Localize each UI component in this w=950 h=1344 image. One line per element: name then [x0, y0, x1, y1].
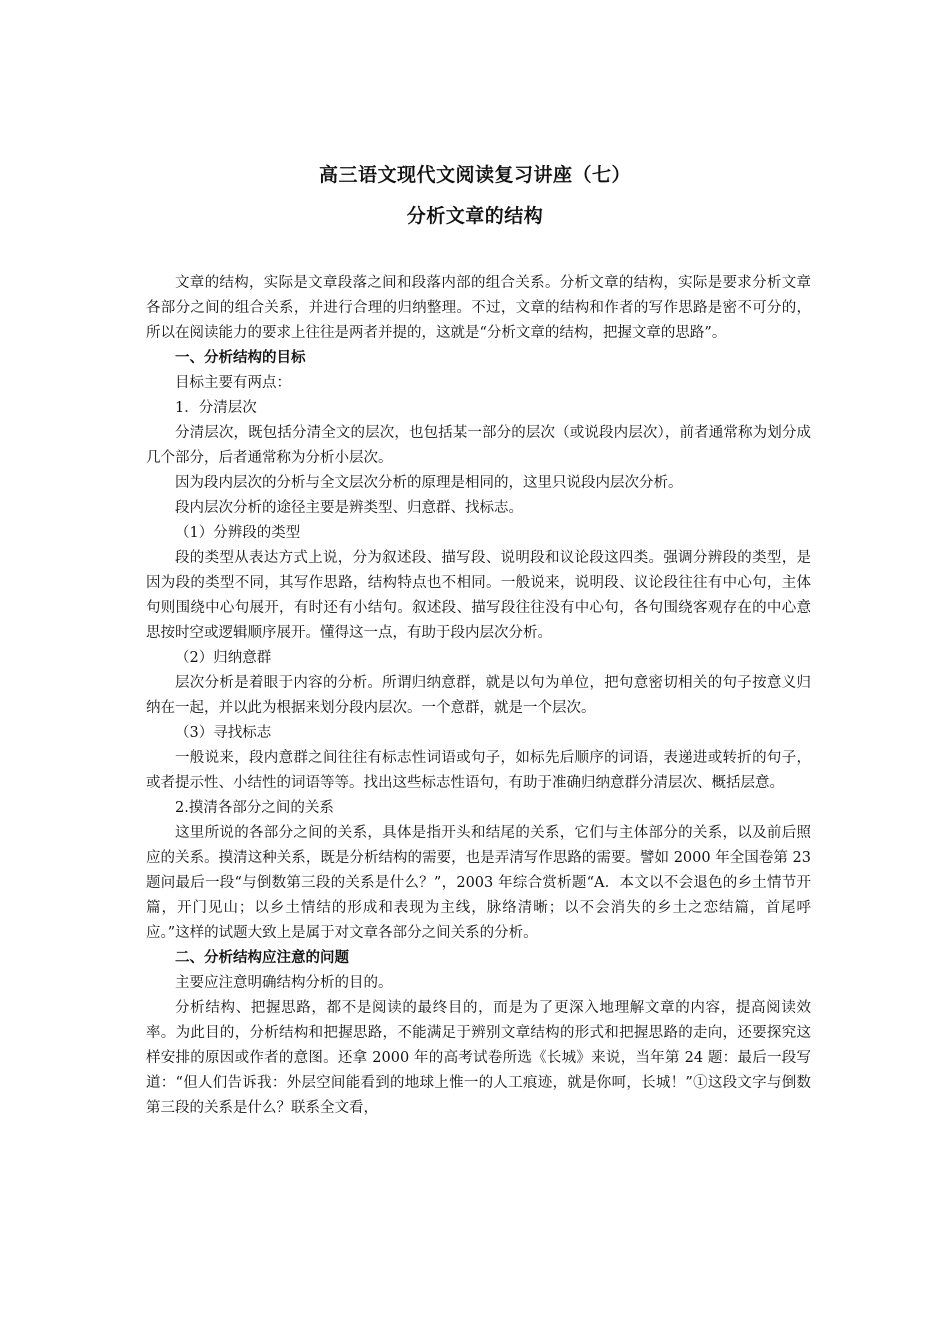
paragraph: 主要应注意明确结构分析的目的。	[175, 975, 393, 991]
paragraph: 段内层次分析的途径主要是辨类型、归意群、找标志。	[175, 500, 523, 516]
document-subtitle: 分析文章的结构	[406, 205, 544, 227]
paragraph: 分清层次，既包括分清全文的层次，也包括某一部分的层次（或说段内层次），前者通常称为划分成几个部分，后者通常称为分析小层次。	[146, 425, 811, 466]
paragraph: 段的类型从表达方式上说，分为叙述段、描写段、说明段和议论段这四类。强调分辨段的类型，是因为段的类型不同，其写作思路，结构特点也不相同。一般说来，说明段、议论段往往有中心句，主体句则围绕中心句展开，有时还有小结句。叙述段、描写段往往没有中心句，各句围绕客观存在的中心意思按时空或逻辑顺序展开。懂得这一点，有助于段内层次分析。	[146, 550, 811, 641]
paragraph: 目标主要有两点：	[175, 375, 291, 391]
paragraph-intro: 文章的结构，实际是文章段落之间和段落内部的组合关系。分析文章的结构，实际是要求分析文章各部分之间的组合关系，并进行合理的归纳整理。不过，文章的结构和作者的写作思路是密不可分的，所以在阅读能力的要求上往往是两者并提的，这就是“分析文章的结构，把握文章的思路”。	[146, 275, 811, 341]
paragraph: 分析结构、把握思路，都不是阅读的最终目的，而是为了更深入地理解文章的内容，提高阅读效率。为此目的，分析结构和把握思路，不能满足于辨别文章结构的形式和把握思路的走向，还要探究这样安排的原因或作者的意图。还拿 2000 年的高考试卷所选《长城》来说，当年第 24 题：最后一段写道：“但人们告诉我：外层空间能看到的地球上惟一的人工痕迹，就是你呵，长城！”①这段文字与倒数第三段的关系是什么？联系全文看，	[146, 1000, 811, 1116]
subheading-relations: 2.摸清各部分之间的关系	[175, 800, 334, 816]
document-title: 高三语文现代文阅读复习讲座（七）	[318, 164, 631, 186]
paragraph: 这里所说的各部分之间的关系，具体是指开头和结尾的关系，它们与主体部分的关系，以及前后照应的关系。摸清这种关系，既是分析结构的需要，也是弄清写作思路的需要。譬如 2000 年全国卷第 23 题问最后一段“与倒数第三段的关系是什么？”，2003 年综合赏析题“A．本文以不会退色的乡土情节开篇，开门见山；以乡土情结的形成和表现为主线，脉络清晰；以不会消失的乡土之恋结篇，首尾呼应。”这样的试题大致上是属于对文章各部分之间关系的分析。	[146, 825, 811, 941]
subheading-sense-groups: （2）归纳意群	[175, 650, 272, 666]
subheading-markers: （3）寻找标志	[175, 725, 272, 741]
section-heading-goals: 一、分析结构的目标	[175, 350, 306, 366]
document-body	[146, 271, 811, 1121]
paragraph: 因为段内层次的分析与全文层次分析的原理是相同的，这里只说段内层次分析。	[175, 475, 683, 491]
subheading-paragraph-types: （1）分辨段的类型	[175, 525, 301, 541]
paragraph: 一般说来，段内意群之间往往有标志性词语或句子，如标先后顺序的词语，表递进或转折的句子，或者提示性、小结性的词语等等。找出这些标志性语句，有助于准确归纳意群分清层次、概括层意。	[146, 750, 811, 791]
subheading-layers: 1．分清层次	[175, 400, 257, 416]
section-heading-issues: 二、分析结构应注意的问题	[175, 950, 349, 966]
paragraph: 层次分析是着眼于内容的分析。所谓归纳意群，就是以句为单位，把句意密切相关的句子按意义归纳在一起，并以此为根据来划分段内层次。一个意群，就是一个层次。	[146, 675, 811, 716]
